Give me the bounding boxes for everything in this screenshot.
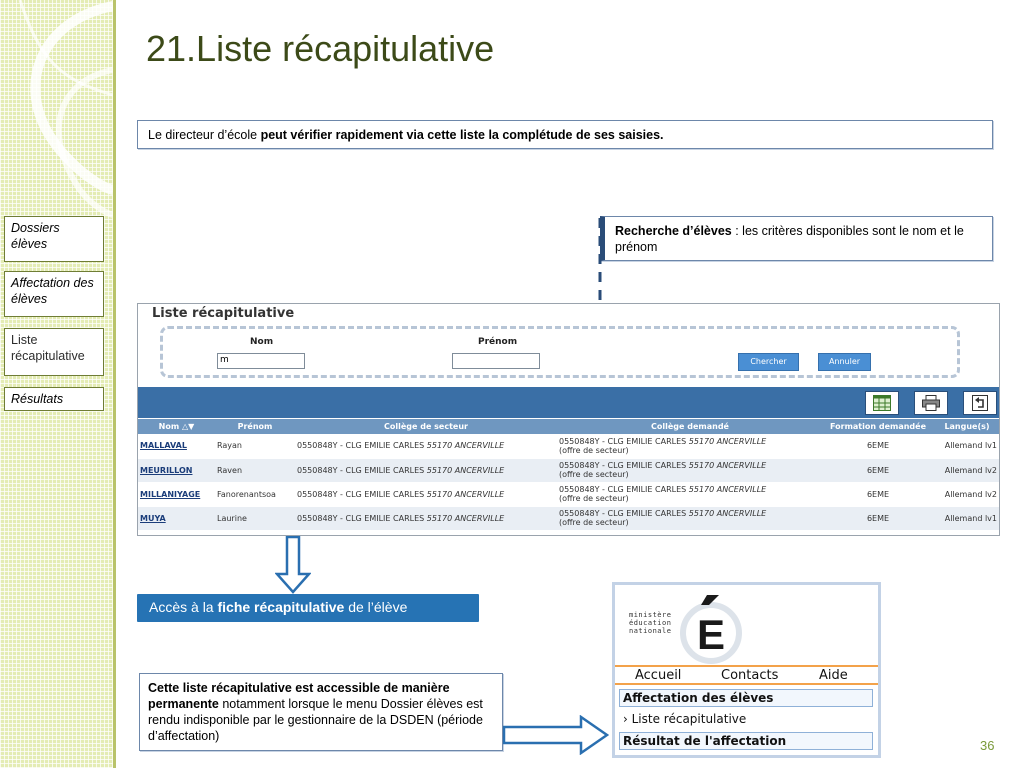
col-header-nom[interactable]: Nom △▼ (138, 419, 215, 434)
intro-text: Le directeur d’école (148, 128, 261, 142)
college-secteur: 0550848Y - CLG EMILIE CARLES 55170 ANCERVILLE (295, 482, 557, 506)
sidebar-item-dossiers-eleves[interactable]: Dossiers élèves (4, 216, 104, 262)
college-demande: 0550848Y - CLG EMILIE CARLES 55170 ANCERVILLE (offre de secteur) (557, 506, 823, 530)
sort-icon[interactable]: △▼ (182, 422, 195, 431)
intro-emphasis: peut vérifier rapidement via cette liste la complétude de ses saisies. (260, 128, 664, 142)
right-arrow-icon (503, 715, 609, 755)
print-icon[interactable] (914, 391, 948, 415)
nom-label: Nom (250, 337, 274, 347)
page-number: 36 (980, 738, 995, 753)
note-text: notamment lorsque le menu Dossier élèves est rendu indisponible par le gestionnaire de la DSDEN (période d’affectation) (148, 697, 483, 743)
col-header-prenom[interactable]: Prénom (215, 419, 295, 434)
student-firstname: Raven (215, 458, 295, 482)
svg-text:E: E (696, 611, 726, 658)
search-callout (600, 216, 993, 261)
langue: Allemand lv1 (933, 434, 1000, 458)
search-button[interactable]: Chercher (738, 353, 799, 371)
sidebar-item-affectation-eleves[interactable]: Affectation des élèves (4, 271, 104, 317)
student-firstname: Laurine (215, 506, 295, 530)
col-header-college-secteur[interactable]: Collège de secteur (295, 419, 557, 434)
menu-aide[interactable]: Aide (819, 668, 848, 683)
search-callout-title: Recherche d’élèves (615, 224, 732, 238)
college-demande: 0550848Y - CLG EMILIE CARLES 55170 ANCERVILLE (offre de secteur) (557, 482, 823, 506)
menu-contacts[interactable]: Contacts (721, 668, 779, 683)
col-header-formation[interactable]: Formation demandée (823, 419, 933, 434)
sidebar-item-liste-recapitulative[interactable]: Liste récapitulative (4, 328, 104, 376)
student-name-link[interactable]: MALLAVAL (138, 434, 215, 458)
student-name-link[interactable]: MUYA (138, 506, 215, 530)
col-header-college-demande[interactable]: Collège demandé (557, 419, 823, 434)
menu-item-resultat[interactable]: Résultat de l'affectation (619, 732, 873, 750)
col-header-langues[interactable]: Langue(s) (933, 419, 1000, 434)
sidebar-item-resultats[interactable]: Résultats (4, 387, 104, 411)
college-secteur: 0550848Y - CLG EMILIE CARLES 55170 ANCERVILLE (295, 506, 557, 530)
sidebar-divider (113, 0, 116, 768)
down-arrow-icon (275, 536, 311, 594)
langue: Allemand lv1 (933, 506, 1000, 530)
inset-menu-bar (615, 665, 878, 685)
spreadsheet-icon[interactable] (865, 391, 899, 415)
ministry-logo-icon (671, 591, 745, 665)
table-row (138, 482, 1000, 506)
menu-accueil[interactable]: Accueil (635, 668, 682, 683)
table-row (138, 434, 1000, 458)
formation: 6EME (823, 482, 933, 506)
panel-title: Liste récapitulative (152, 306, 295, 321)
college-demande: 0550848Y - CLG EMILIE CARLES 55170 ANCERVILLE (offre de secteur) (557, 434, 823, 458)
note-callout (139, 673, 503, 751)
student-firstname: Fanorenantsoa (215, 482, 295, 506)
menu-item-affectation[interactable]: Affectation des élèves (619, 689, 873, 707)
student-name-link[interactable]: MILLANIYAGE (138, 482, 215, 506)
search-callout-text: : les critères disponibles sont le nom et le prénom (615, 224, 964, 254)
access-banner: Accès à la fiche récapitulative de l’élève (137, 594, 479, 622)
prenom-label: Prénom (478, 337, 518, 347)
note-emphasis: Cette liste récapitulative est accessible de manière permanente (148, 681, 450, 711)
table-row (138, 506, 1000, 530)
nom-input[interactable]: m (217, 353, 305, 369)
langue: Allemand lv2 (933, 458, 1000, 482)
back-icon[interactable] (963, 391, 997, 415)
results-toolbar (138, 387, 1000, 418)
cancel-button[interactable]: Annuler (818, 353, 871, 371)
sidebar (0, 0, 113, 768)
decorative-swirl (0, 0, 113, 240)
page-title: 21.Liste récapitulative (146, 28, 495, 69)
table-header-row (138, 419, 1000, 434)
intro-callout (137, 120, 993, 149)
formation: 6EME (823, 506, 933, 530)
college-secteur: 0550848Y - CLG EMILIE CARLES 55170 ANCERVILLE (295, 434, 557, 458)
college-secteur: 0550848Y - CLG EMILIE CARLES 55170 ANCERVILLE (295, 458, 557, 482)
results-table (138, 419, 1000, 531)
student-name-link[interactable]: MEURILLON (138, 458, 215, 482)
ministry-logo-text: ministère éducation nationale (629, 611, 672, 635)
recap-list-panel (137, 303, 1000, 536)
table-row (138, 458, 1000, 482)
formation: 6EME (823, 458, 933, 482)
ministry-menu-inset (612, 582, 881, 758)
menu-item-liste-recapitulative[interactable]: › Liste récapitulative (623, 712, 747, 726)
college-demande: 0550848Y - CLG EMILIE CARLES 55170 ANCERVILLE (offre de secteur) (557, 458, 823, 482)
formation: 6EME (823, 434, 933, 458)
langue: Allemand lv2 (933, 482, 1000, 506)
student-firstname: Rayan (215, 434, 295, 458)
prenom-input[interactable] (452, 353, 540, 369)
